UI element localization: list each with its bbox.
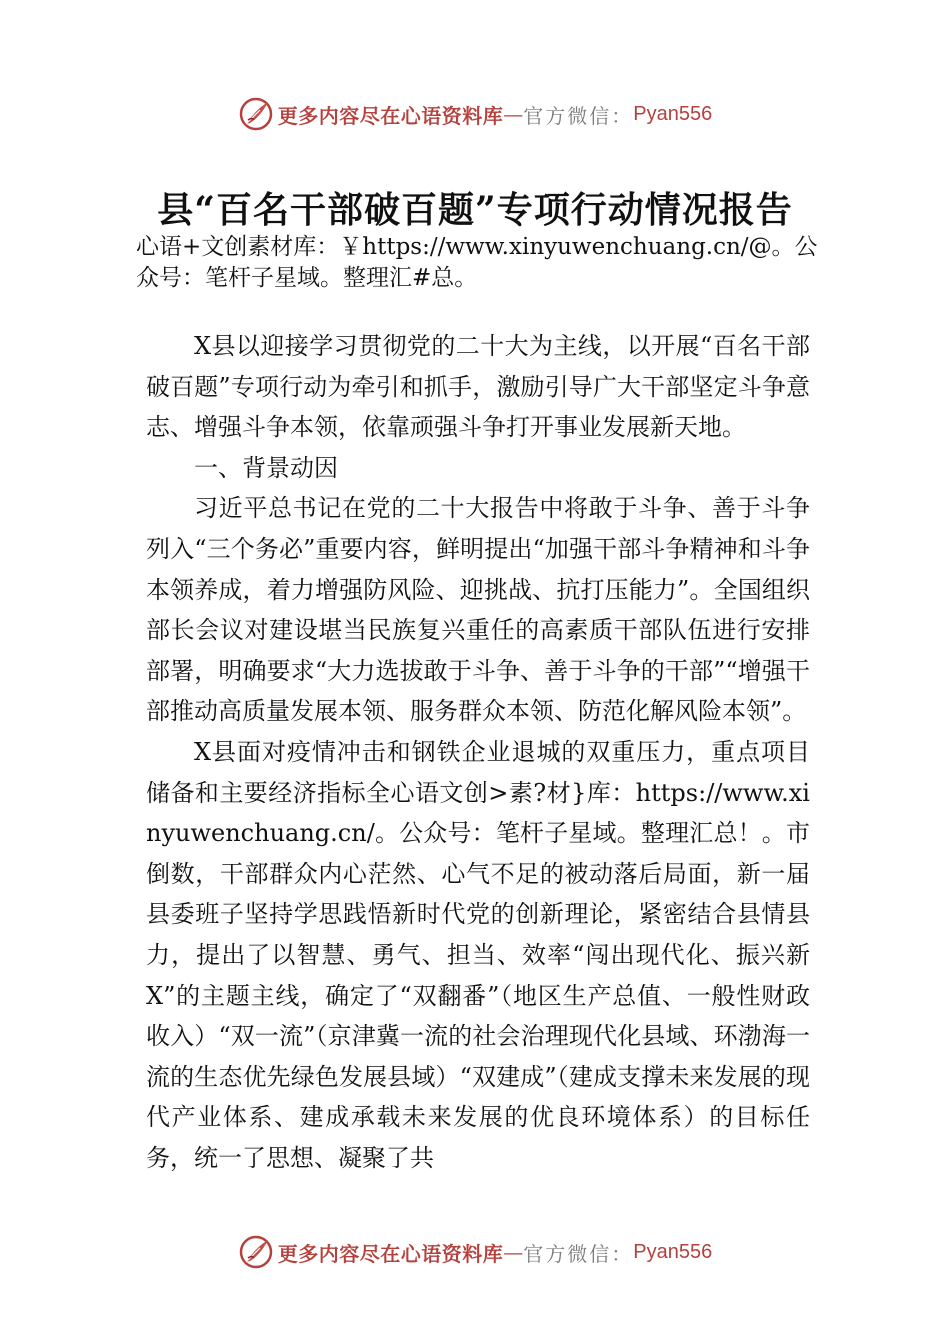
source-note: 心语+文创素材库：￥https://www.xinyuwenchuang.cn/@。公众号：笔杆子星域。整理汇#总。: [136, 234, 818, 291]
section-heading: 一、背景动因: [194, 453, 338, 482]
document-title: 县“百名干部破百题”专项行动情况报告: [157, 189, 793, 231]
banner-wechat-id: Pyan556: [633, 102, 713, 125]
paragraph: X县面对疫情冲击和钢铁企业退城的双重压力，重点项目储备和主要经济指标全心语文创>素?材}库：https://www.xinyuwenchuang.cn/。公众号：笔杆子星域。整理汇总！。市倒数，干部群众内心茫然、心气不足的被动落后局面，新一届县委班子坚持学思践悟新时代党的创新理论，紧密结合县情县力，提出了以智慧、勇气、担当、效率“闯出现代化、振兴新X”的主题主线，确定了“双翻番”（地区生产总值、一般性财政收入）“双一流”（京津冀一流的社会治理现代化县域、环渤海一流的生态优先绿色发展县域）“双建成”（建成支撑未来发展的现代产业体系、建成承载未来发展的优良环境体系）的目标任务，统一了思想、凝聚了共: [146, 737, 810, 1172]
paragraph: 习近平总书记在党的二十大报告中将敢于斗争、善于斗争列入“三个务必”重要内容，鲜明提出“加强干部斗争精神和斗争本领养成，着力增强防风险、迎挑战、抗打压能力”。全国组织部长会议对建设堪当民族复兴重任的高素质干部队伍进行安排部署，明确要求“大力选拔敢于斗争、善于斗争的干部”“增强干部推动高质量发展本领、服务群众本领、防范化解风险本领”。: [146, 494, 810, 726]
banner-wechat-id: Pyan556: [633, 1240, 713, 1263]
banner-dash: —: [503, 102, 524, 126]
header-banner: [0, 94, 950, 134]
quill-logo-icon: [238, 96, 274, 132]
banner-wechat-label: 官方微信：: [523, 1241, 634, 1266]
paragraph: X县以迎接学习贯彻党的二十大为主线，以开展“百名干部破百题”专项行动为牵引和抓手，激励引导广大干部坚定斗争意志、增强斗争本领，依靠顽强斗争打开事业发展新天地。: [146, 332, 810, 442]
footer-banner: [0, 1232, 950, 1272]
banner-wechat-label: 官方微信：: [523, 103, 634, 128]
quill-logo-icon: [238, 1234, 274, 1270]
document-body: [146, 326, 810, 1178]
banner-dash: —: [503, 1240, 524, 1264]
banner-text: 更多内容尽在心语资料库: [277, 1241, 504, 1266]
banner-text: 更多内容尽在心语资料库: [277, 103, 504, 128]
